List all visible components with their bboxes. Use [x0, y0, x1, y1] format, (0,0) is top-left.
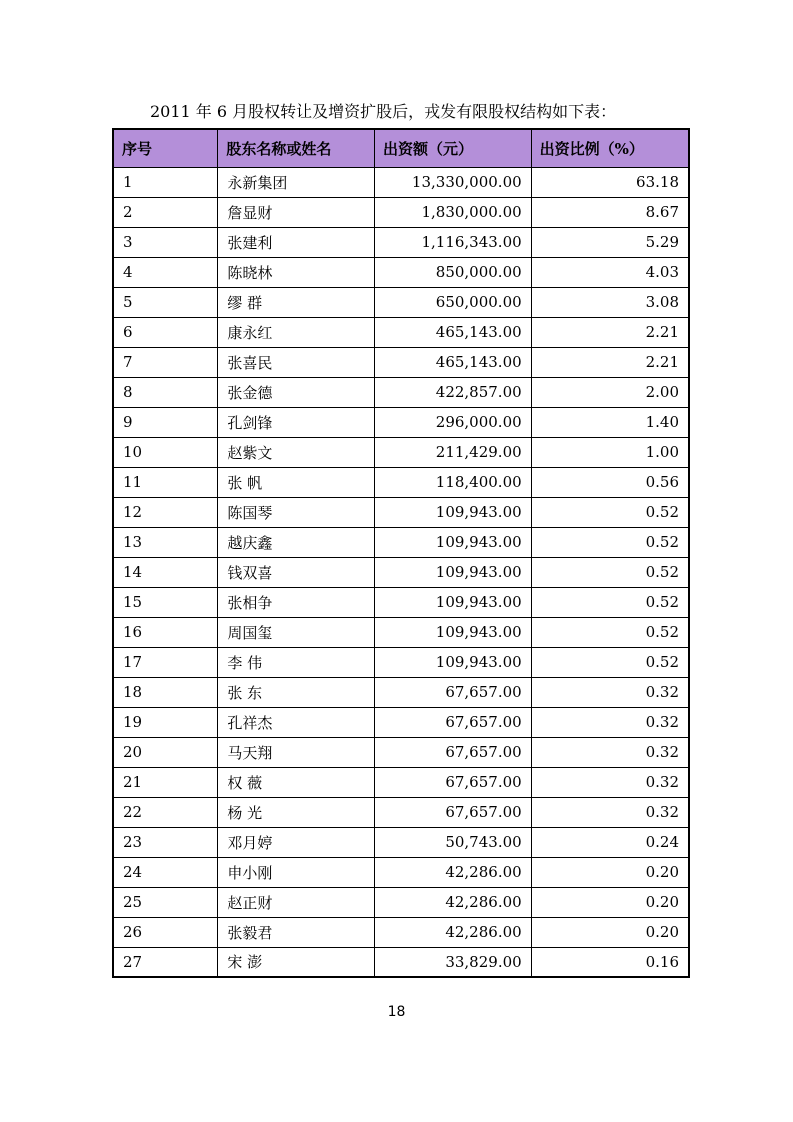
- column-header-shareholder-name: 股东名称或姓名: [218, 129, 375, 167]
- shareholder-name-cell: 张相争: [218, 587, 375, 617]
- table-row: [113, 647, 689, 677]
- percent-cell: 0.20: [531, 917, 689, 947]
- amount-cell: 296,000.00: [375, 407, 532, 437]
- table-row: [113, 257, 689, 287]
- amount-cell: 465,143.00: [375, 317, 532, 347]
- percent-cell: 0.16: [531, 947, 689, 977]
- amount-cell: 13,330,000.00: [375, 167, 532, 197]
- amount-cell: 67,657.00: [375, 737, 532, 767]
- row-index-cell: 20: [113, 737, 218, 767]
- table-row: [113, 407, 689, 437]
- row-index-cell: 21: [113, 767, 218, 797]
- amount-cell: 67,657.00: [375, 707, 532, 737]
- page-title: 2011 年 6 月股权转让及增资扩股后，戎发有限股权结构如下表：: [150, 102, 617, 121]
- percent-cell: 1.40: [531, 407, 689, 437]
- amount-cell: 33,829.00: [375, 947, 532, 977]
- table-row: [113, 947, 689, 977]
- table-row: [113, 857, 689, 887]
- percent-cell: 0.20: [531, 887, 689, 917]
- shareholder-name-cell: 越庆鑫: [218, 527, 375, 557]
- row-index-cell: 25: [113, 887, 218, 917]
- table-row: [113, 467, 689, 497]
- column-header-contribution-amount: 出资额（元）: [375, 129, 532, 167]
- percent-cell: 5.29: [531, 227, 689, 257]
- shareholder-name-cell: 张喜民: [218, 347, 375, 377]
- shareholder-name-cell: 孔祥杰: [218, 707, 375, 737]
- shareholder-name-cell: 马天翔: [218, 737, 375, 767]
- percent-cell: 2.21: [531, 317, 689, 347]
- amount-cell: 42,286.00: [375, 857, 532, 887]
- shareholder-name-cell: 张毅君: [218, 917, 375, 947]
- table-row: [113, 377, 689, 407]
- shareholder-name-cell: 永新集团: [218, 167, 375, 197]
- table-row: [113, 287, 689, 317]
- row-index-cell: 1: [113, 167, 218, 197]
- row-index-cell: 5: [113, 287, 218, 317]
- percent-cell: 2.00: [531, 377, 689, 407]
- amount-cell: 67,657.00: [375, 767, 532, 797]
- row-index-cell: 24: [113, 857, 218, 887]
- shareholder-name-cell: 宋 澎: [218, 947, 375, 977]
- row-index-cell: 11: [113, 467, 218, 497]
- shareholder-name-cell: 李 伟: [218, 647, 375, 677]
- amount-cell: 850,000.00: [375, 257, 532, 287]
- shareholder-name-cell: 陈晓林: [218, 257, 375, 287]
- amount-cell: 42,286.00: [375, 887, 532, 917]
- percent-cell: 0.52: [531, 587, 689, 617]
- row-index-cell: 9: [113, 407, 218, 437]
- shareholder-name-cell: 张金德: [218, 377, 375, 407]
- amount-cell: 67,657.00: [375, 677, 532, 707]
- row-index-cell: 27: [113, 947, 218, 977]
- shareholder-name-cell: 杨 光: [218, 797, 375, 827]
- row-index-cell: 19: [113, 707, 218, 737]
- shareholder-name-cell: 詹显财: [218, 197, 375, 227]
- shareholder-name-cell: 张 东: [218, 677, 375, 707]
- table-row: [113, 707, 689, 737]
- table-row: [113, 347, 689, 377]
- table-row: [113, 497, 689, 527]
- shareholder-name-cell: 孔剑锋: [218, 407, 375, 437]
- amount-cell: 109,943.00: [375, 587, 532, 617]
- shareholder-name-cell: 缪 群: [218, 287, 375, 317]
- shareholder-name-cell: 赵正财: [218, 887, 375, 917]
- percent-cell: 63.18: [531, 167, 689, 197]
- table-row: [113, 767, 689, 797]
- row-index-cell: 8: [113, 377, 218, 407]
- amount-cell: 109,943.00: [375, 497, 532, 527]
- column-header-contribution-ratio: 出资比例（%）: [531, 129, 689, 167]
- shareholder-name-cell: 权 薇: [218, 767, 375, 797]
- page-number: 18: [387, 1004, 406, 1020]
- percent-cell: 0.52: [531, 617, 689, 647]
- percent-cell: 3.08: [531, 287, 689, 317]
- table-row: [113, 557, 689, 587]
- table-row: [113, 617, 689, 647]
- percent-cell: 0.52: [531, 497, 689, 527]
- percent-cell: 0.32: [531, 737, 689, 767]
- table-header-row: [113, 129, 689, 167]
- amount-cell: 211,429.00: [375, 437, 532, 467]
- amount-cell: 118,400.00: [375, 467, 532, 497]
- shareholder-name-cell: 邓月婷: [218, 827, 375, 857]
- row-index-cell: 23: [113, 827, 218, 857]
- row-index-cell: 13: [113, 527, 218, 557]
- percent-cell: 0.32: [531, 677, 689, 707]
- table-body: [113, 167, 689, 977]
- amount-cell: 465,143.00: [375, 347, 532, 377]
- table-row: [113, 737, 689, 767]
- percent-cell: 0.20: [531, 857, 689, 887]
- percent-cell: 2.21: [531, 347, 689, 377]
- percent-cell: 0.52: [531, 557, 689, 587]
- row-index-cell: 3: [113, 227, 218, 257]
- row-index-cell: 12: [113, 497, 218, 527]
- row-index-cell: 22: [113, 797, 218, 827]
- amount-cell: 50,743.00: [375, 827, 532, 857]
- column-header-index: 序号: [113, 129, 218, 167]
- shareholder-name-cell: 康永红: [218, 317, 375, 347]
- amount-cell: 109,943.00: [375, 527, 532, 557]
- amount-cell: 42,286.00: [375, 917, 532, 947]
- shareholder-name-cell: 赵紫文: [218, 437, 375, 467]
- table-row: [113, 797, 689, 827]
- percent-cell: 0.52: [531, 527, 689, 557]
- table-row: [113, 437, 689, 467]
- percent-cell: 1.00: [531, 437, 689, 467]
- row-index-cell: 26: [113, 917, 218, 947]
- row-index-cell: 4: [113, 257, 218, 287]
- table-row: [113, 527, 689, 557]
- table-row: [113, 317, 689, 347]
- percent-cell: 0.32: [531, 797, 689, 827]
- amount-cell: 1,116,343.00: [375, 227, 532, 257]
- percent-cell: 0.56: [531, 467, 689, 497]
- amount-cell: 109,943.00: [375, 617, 532, 647]
- row-index-cell: 7: [113, 347, 218, 377]
- shareholder-name-cell: 申小刚: [218, 857, 375, 887]
- shareholder-name-cell: 钱双喜: [218, 557, 375, 587]
- percent-cell: 0.32: [531, 767, 689, 797]
- amount-cell: 650,000.00: [375, 287, 532, 317]
- row-index-cell: 15: [113, 587, 218, 617]
- table-row: [113, 677, 689, 707]
- table-row: [113, 827, 689, 857]
- table-row: [113, 197, 689, 227]
- percent-cell: 0.32: [531, 707, 689, 737]
- shareholder-name-cell: 周国玺: [218, 617, 375, 647]
- amount-cell: 109,943.00: [375, 647, 532, 677]
- percent-cell: 0.52: [531, 647, 689, 677]
- row-index-cell: 17: [113, 647, 218, 677]
- row-index-cell: 10: [113, 437, 218, 467]
- amount-cell: 1,830,000.00: [375, 197, 532, 227]
- row-index-cell: 2: [113, 197, 218, 227]
- percent-cell: 8.67: [531, 197, 689, 227]
- shareholder-name-cell: 陈国琴: [218, 497, 375, 527]
- amount-cell: 422,857.00: [375, 377, 532, 407]
- percent-cell: 0.24: [531, 827, 689, 857]
- shareholder-name-cell: 张 帆: [218, 467, 375, 497]
- shareholding-table: [112, 128, 690, 978]
- table-row: [113, 167, 689, 197]
- row-index-cell: 18: [113, 677, 218, 707]
- table-row: [113, 917, 689, 947]
- row-index-cell: 6: [113, 317, 218, 347]
- table-row: [113, 227, 689, 257]
- row-index-cell: 16: [113, 617, 218, 647]
- table-row: [113, 587, 689, 617]
- amount-cell: 67,657.00: [375, 797, 532, 827]
- percent-cell: 4.03: [531, 257, 689, 287]
- amount-cell: 109,943.00: [375, 557, 532, 587]
- table-row: [113, 887, 689, 917]
- row-index-cell: 14: [113, 557, 218, 587]
- shareholder-name-cell: 张建利: [218, 227, 375, 257]
